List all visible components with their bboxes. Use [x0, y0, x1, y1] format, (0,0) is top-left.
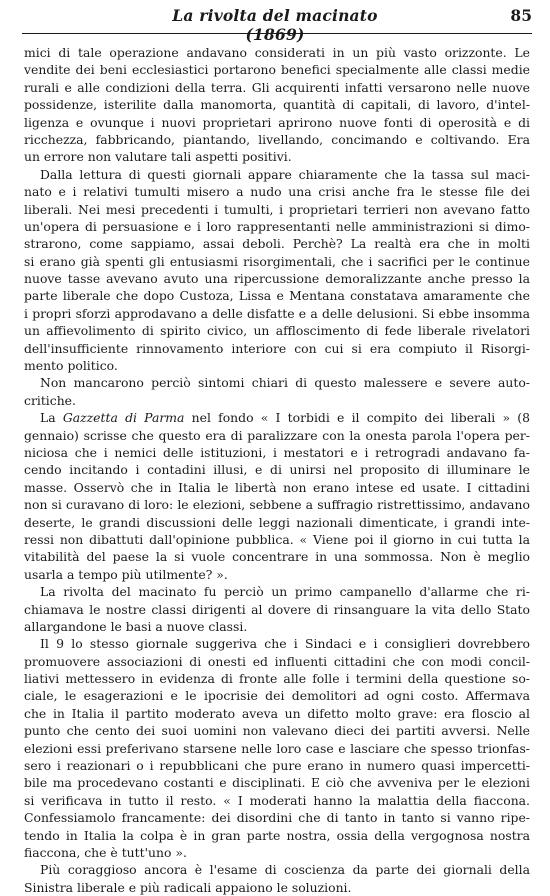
text-line: La Gazzetta di Parma nel fondo « I torbidi e il compito dei liberali » (8	[40, 410, 530, 426]
text-line: ciale, le esagerazioni e le ipocrisie dei demolitori ad ogni costo. Affermava	[24, 688, 530, 704]
text-line: si erano già spenti gli entusiasmi risorgimentali, che i sacrifici per le continue	[24, 253, 530, 269]
text-line: gennaio) scrisse che questo era di paralizzare con la onesta parola l'opera per-	[24, 427, 530, 443]
text-line: Più coraggioso ancora è l'esame di coscienza da parte dei giornali della	[40, 862, 530, 878]
text-line: deserte, le grandi discussioni delle leggi nazionali dimenticate, i grandi inte-	[24, 514, 530, 530]
text-line: La rivolta del macinato fu perciò un primo campanello d'allarme che ri-	[40, 584, 530, 600]
text-line: non si curavano di loro: le elezioni, sebbene a suffragio ristrettissimo, andavano	[24, 497, 530, 513]
page-number: 85	[510, 6, 532, 25]
text-line: Non mancarono perciò sintomi chiari di questo malessere e severe auto-	[40, 375, 530, 391]
text-line: si verificava in tutto il resto. « I moderati hanno la malattia della fiaccona.	[24, 792, 530, 808]
text-line: Dalla lettura di questi giornali appare chiaramente che la tassa sul maci-	[40, 166, 530, 182]
text-line: ressi non dibattuti dall'opinione pubblica. « Viene poi il giorno in cui tutta la	[24, 531, 530, 547]
text-line: bile ma procedevano costanti e disciplinati. E ciò che avveniva per le elezioni	[24, 775, 530, 791]
text-line: mento politico.	[24, 358, 118, 374]
text-line: dell'insufficiente rinnovamento interiore con cui si era compiuto il Risorgi-	[24, 340, 530, 356]
text-line: ligenza e ovunque i nuovi proprietari aprirono nuove fonti di operosità e di	[24, 114, 530, 130]
text-line: liberali. Nei mesi precedenti i tumulti, i proprietari terrieri non avevano fatto	[24, 201, 530, 217]
text-line: cendo incitando i contadini illusi, e di unirsi nel proposito di illuminare le	[24, 462, 530, 478]
text-line: niciosa che i nemici delle istituzioni, i mestatori e i retrogradi andavano fa-	[24, 444, 530, 460]
running-title: La rivolta del macinato (1869)	[172, 6, 378, 44]
text-line: un errore non valutare tali aspetti positivi.	[24, 149, 292, 165]
text-line: vendite dei beni ecclesiastici portarono benefici specialmente alle classi medie	[24, 62, 530, 78]
text-line: strarono, come sappiamo, assai deboli. Perchè? La realtà era che in molti	[24, 236, 530, 252]
text-line: Confessiamolo francamente: dei disordini che di tanto in tanto si vanno ripe-	[24, 810, 530, 826]
text-line: parte liberale che dopo Custoza, Lissa e Mentana constatava amaramente che	[24, 288, 530, 304]
text-line: un'opera di persuasione e i loro rappresentanti nelle amministrazioni si dimo-	[24, 218, 530, 234]
text-line: i propri sforzi approdavano a delle disfatte e a delle delusioni. Si ebbe insomma	[24, 305, 530, 321]
text-line: rurali e alle condizioni della terra. Gli acquirenti infatti versarono nelle nuove	[24, 79, 530, 95]
text-line: liativi mettessero in evidenza di fronte alle folle i termini della questione so-	[24, 671, 530, 687]
text-line: sero i reazionari o i repubblicani che pure erano in numero quasi impercetti-	[24, 758, 530, 774]
text-line: critiche.	[24, 392, 76, 408]
text-line: Il 9 lo stesso giornale suggeriva che i Sindaci e i consiglieri dovrebbero	[40, 636, 530, 652]
text-line: possidenze, isterilite dalla manomorta, quantità di capitali, di lavoro, d'intel-	[24, 97, 530, 113]
text-line: un affievolimento di spirito civico, un affloscimento di fede liberale rivelatori	[24, 323, 530, 339]
text-line: allargandone le basi a nuove classi.	[24, 618, 248, 634]
text-line: punto che cento dei suoi uomini non valevano dieci dei partiti avversi. Nelle	[24, 723, 530, 739]
text-line: ricchezza, fabbricando, piantando, livellando, concimando e coltivando. Era	[24, 131, 530, 147]
running-head	[0, 0, 550, 44]
text-line: usarla a tempo più utilmente? ».	[24, 566, 228, 582]
text-line: nato e i relativi tumulti misero a nudo una crisi anche fra le stesse file dei	[24, 184, 530, 200]
text-line: tendo in Italia la colpa è in gran parte nostra, ossia della vergognosa nostra	[24, 827, 530, 843]
body-text	[24, 44, 530, 896]
text-line: vitabilità del paese la si vuole concentrare in una sommossa. Non è meglio	[24, 549, 530, 565]
text-line: fiaccona, che è tutt'uno ».	[24, 844, 187, 860]
header-rule	[22, 33, 532, 34]
text-line: elezioni essi preferivano starsene nelle loro case e lasciare che spesso trionfas-	[24, 740, 530, 756]
text-line: Sinistra liberale e più radicali appaiono le soluzioni.	[24, 879, 352, 895]
text-line: che in Italia il partito moderato aveva un difetto molto grave: era floscio al	[24, 705, 530, 721]
newspaper-title: Gazzetta di Parma	[62, 410, 185, 426]
text-line: masse. Osservò che in Italia le libertà non erano intese ed usate. I cittadini	[24, 479, 530, 495]
text-line: promuovere associazioni di onesti ed influenti cittadini che con modi concil-	[24, 653, 530, 669]
text-line: chiamava le nostre classi dirigenti al dovere di rinsanguare la vita dello Stato	[24, 601, 530, 617]
text-line: mici di tale operazione andavano considerati in un più vasto orizzonte. Le	[24, 45, 530, 60]
text-line: nuove tasse avevano avuto una ripercussione demoralizzante anche presso la	[24, 271, 530, 287]
